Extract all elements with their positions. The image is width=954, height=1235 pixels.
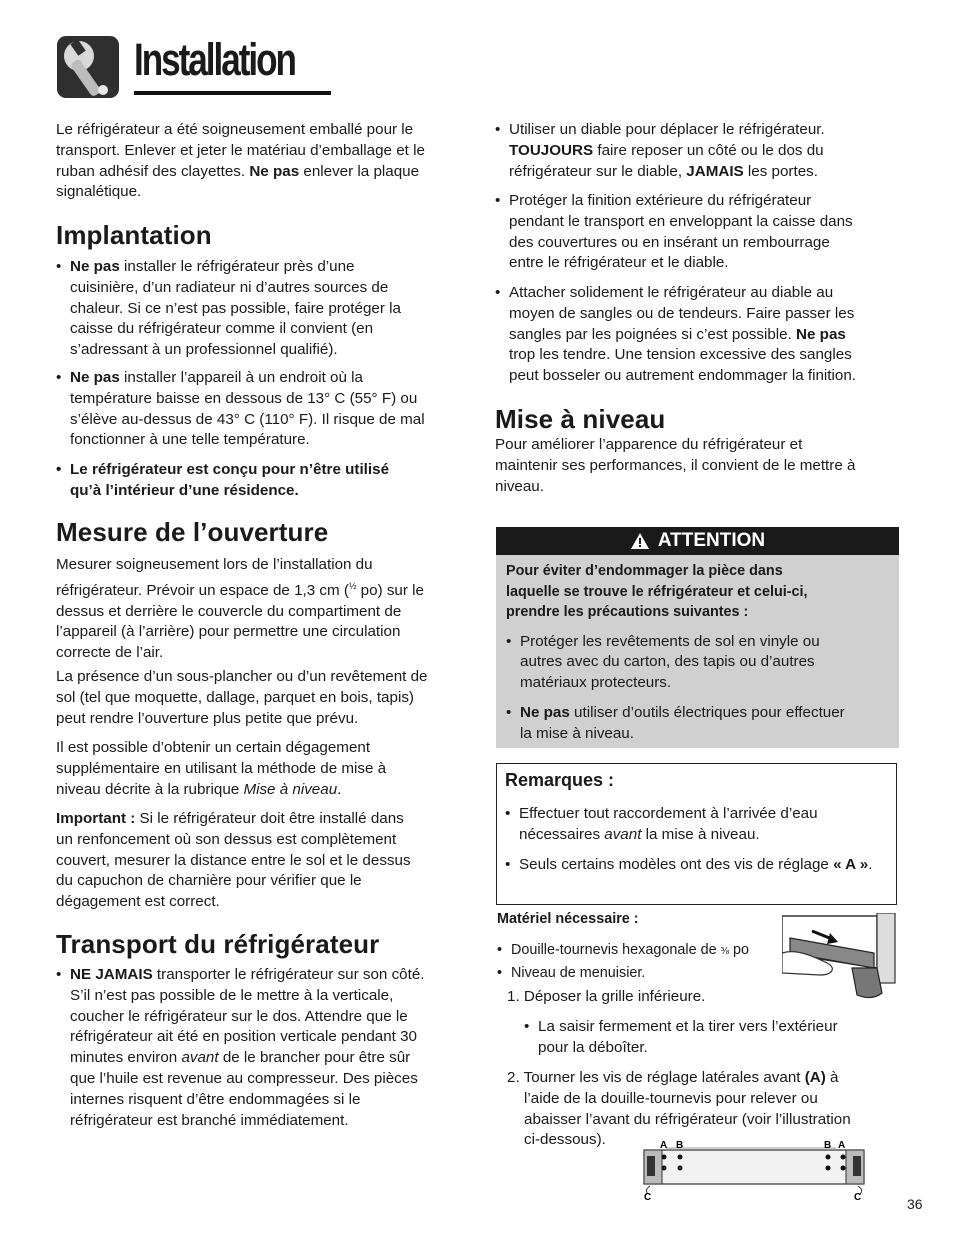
diagram-label-a-left: A (660, 1140, 668, 1151)
implantation-bullet-3: • Le réfrigérateur est conçu pour n’être utilisé qu’à l’intérieur d’une résidence. (56, 460, 466, 502)
heading-mesure: Mesure de l’ouverture (56, 517, 329, 547)
transport-bullet-2: • Utiliser un diable pour déplacer le réfrigérateur. TOUJOURS faire reposer un côté ou le dos du réfrigérateur sur le diable, JAMAIS les portes. (495, 120, 905, 182)
attention-label: ATTENTION (657, 530, 766, 551)
diagram-label-c-left: C (644, 1192, 652, 1203)
wrench-icon (57, 36, 119, 98)
intro-paragraph: Le réfrigérateur a été soigneusement emballé pour le transport. Enlever et jeter le matériau d’emballage et le ruban adhésif des clayettes. Ne pas enlever la plaque signalétique. (56, 121, 425, 201)
step-1-sub: • La saisir fermement et la tirer vers l’extérieur pour la déboîter. (524, 1017, 884, 1059)
attention-bullet-2: • Ne pas utiliser d’outils électriques pour effectuer la mise à niveau. (506, 703, 889, 745)
attention-box (496, 527, 899, 748)
transport-bullet-4: • Attacher solidement le réfrigérateur au diable au moyen de sangles ou de tendeurs. Faire passer les sangles par les poignées si c’est possible. Ne pas trop les tendre. Une tension excessive des sangles peut bosseler ou autrement endommager la finition. (495, 283, 905, 387)
mesure-paragraph-4: Important : Si le réfrigérateur doit être installé dans un renfoncement où son dessus est complètement couvert, mesurer la distance entre le sol et le dessus du capuchon de charnière pour vérifier que le dégagement est correct. (56, 810, 411, 911)
heading-implantation: Implantation (56, 220, 212, 250)
heading-transport: Transport du réfrigérateur (56, 929, 380, 959)
page-number: 36 (907, 1196, 923, 1212)
implantation-bullet-1: • Ne pas installer le réfrigérateur près d’une cuisinière, d’un radiateur ni d’autres sources de chaleur. Si ce n’est pas possible, faire protéger la caisse du réfrigérateur comme il convient (en s’adressant à un professionnel qualifié). (56, 257, 466, 361)
materiel-item-1: • Douille-tournevis hexagonale de ⅜ po (497, 940, 767, 963)
mesure-paragraph-2: La présence d’un sous-plancher ou d’un revêtement de sol (tel que moquette, dallage, parquet en bois, tapis) peut rendre l’ouverture plus petite que prévu. (56, 668, 428, 727)
mesure-paragraph-1: Mesurer soigneusement lors de l’installation du réfrigérateur. Prévoir un espace de 1,3 cm ($^{\frac{1}{2}}$ po) sur le dessus et derrière le couvercle du compartiment de l’appareil (à l’arrière) pour permettre une circulation correcte de l’air. (56, 556, 424, 662)
niveau-paragraph: Pour améliorer l’apparence du réfrigérateur et maintenir ses performances, il convient de le mettre à niveau. (495, 436, 856, 495)
remarques-bullet-2: • Seuls certains modèles ont des vis de réglage « A ». (505, 855, 904, 876)
diagram-label-b-right: B (824, 1140, 832, 1151)
materiel-list (497, 940, 767, 983)
step-2: 2. Tourner les vis de réglage latérales avant (A) à l’aide de la douille-tournevis pour relever ou abaisser l’avant du réfrigérateur (voir l’illustration ci-dessous). (507, 1069, 851, 1149)
implantation-bullet-2: • Ne pas installer l’appareil à un endroit où la température baisse en dessous de 13° C (55° F) ou s’élève au-dessus de 43° C (110° F). Il risque de mal fonctionner à une telle température. (56, 368, 466, 451)
leveling-diagram (636, 1138, 872, 1204)
materiel-item-2: • Niveau de menuisier. (497, 963, 767, 984)
attention-bullet-1: • Protéger les revêtements de sol en vinyle ou autres avec du carton, des tapis ou d’autres matériaux protecteurs. (506, 632, 889, 694)
page-title: Installation (134, 34, 295, 85)
diagram-label-a-right: A (838, 1140, 846, 1151)
remarques-bullet-1: • Effectuer tout raccordement à l’arrivée d’eau nécessaires avant la mise à niveau. (505, 804, 904, 846)
materiel-heading: Matériel nécessaire : (497, 911, 639, 927)
mesure-paragraph-3: Il est possible d’obtenir un certain dégagement supplémentaire en utilisant la méthode de mise à niveau décrite à la rubrique Mise à niveau. (56, 739, 387, 798)
warning-icon (630, 532, 650, 550)
diagram-label-c-right: C (854, 1192, 862, 1203)
attention-header (496, 527, 899, 555)
attention-lead: Pour éviter d’endommager la pièce dans laquelle se trouve le réfrigérateur et celui-ci, prendre les précautions suivantes : (506, 563, 808, 620)
step-1: 1. Déposer la grille inférieure. (507, 988, 706, 1005)
remarques-box (496, 763, 897, 905)
heading-niveau: Mise à niveau (495, 404, 666, 434)
diagram-label-b-left: B (676, 1140, 684, 1151)
transport-bullet-1: • NE JAMAIS transporter le réfrigérateur sur son côté. S’il n’est pas possible de le mettre à la verticale, coucher le réfrigérateur sur le dos. Attendre que le réfrigérateur ait été en position verticale pendant 30 minutes environ avant de le brancher pour être sûr que l’huile est revenue au compresseur. Des pièces internes risquent d’être endommagées si le réfrigérateur est branché immédiatement. (56, 965, 466, 1131)
title-underline (134, 91, 331, 95)
remarques-heading: Remarques : (505, 770, 615, 790)
transport-bullet-3: • Protéger la finition extérieure du réfrigérateur pendant le transport en enveloppant la caisse dans des couvertures ou en insérant un rembourrage entre le réfrigérateur et le diable. (495, 191, 905, 274)
